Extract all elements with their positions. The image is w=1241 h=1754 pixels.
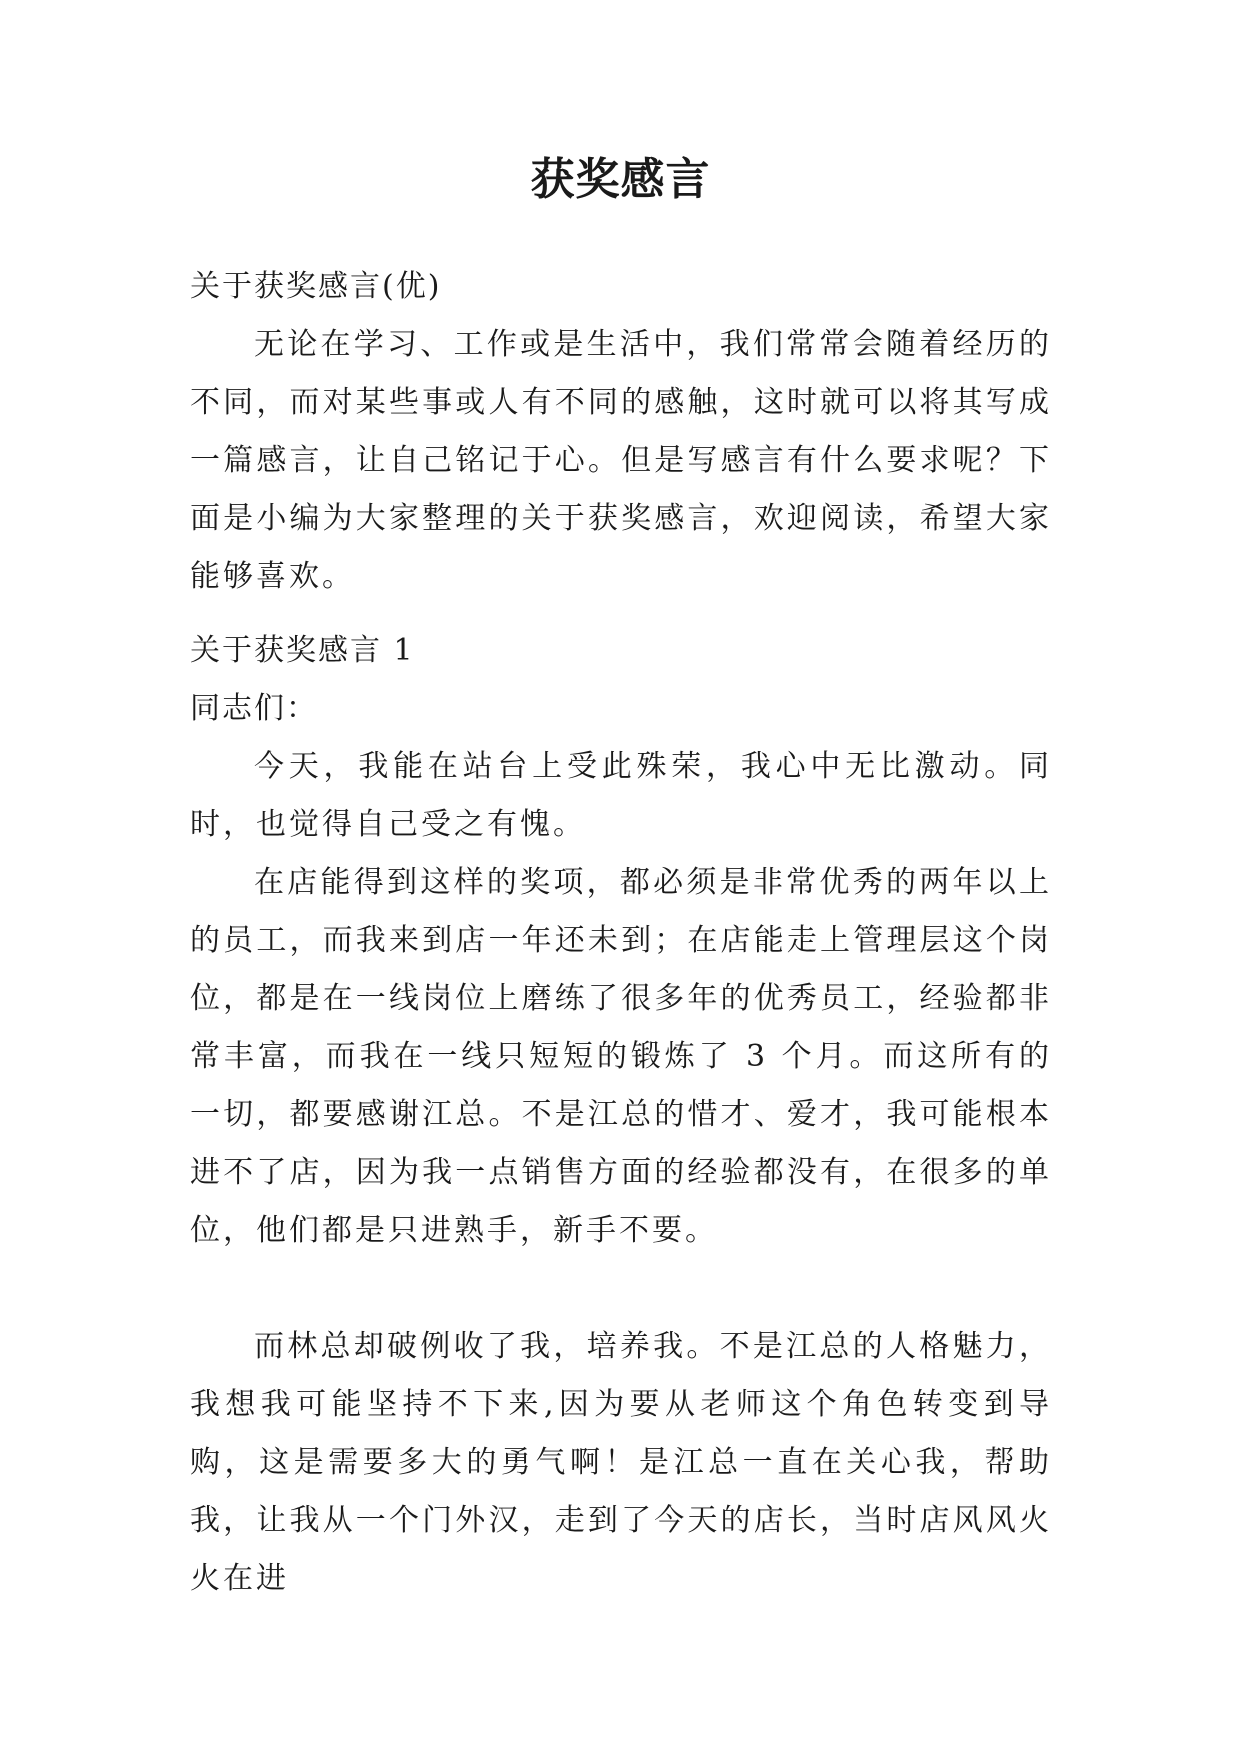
body-paragraph-3: 而林总却破例收了我，培养我。不是江总的人格魅力，我想我可能坚持不下来,因为要从老师这个角色转变到导购，这是需要多大的勇气啊！是江总一直在关心我，帮助我，让我从一个门外汉，走到了今天的店长，当时店风风火火在进 (190, 1329, 1052, 1596)
intro-paragraph: 无论在学习、工作或是生活中，我们常常会随着经历的不同，而对某些事或人有不同的感触，这时就可以将其写成一篇感言，让自己铭记于心。但是写感言有什么要求呢？下面是小编为大家整理的关于获奖感言，欢迎阅读，希望大家能够喜欢。 (190, 327, 1052, 594)
salutation: 同志们： (190, 691, 318, 726)
body-paragraph-1: 今天，我能在站台上受此殊荣，我心中无比激动。同时，也觉得自己受之有愧。 (190, 749, 1052, 842)
document-subtitle: 关于获奖感言(优) (190, 269, 442, 304)
section-heading: 关于获奖感言 1 (190, 633, 415, 668)
body-paragraph-2: 在店能得到这样的奖项，都必须是非常优秀的两年以上的员工，而我来到店一年还未到；在店能走上管理层这个岗位，都是在一线岗位上磨练了很多年的优秀员工，经验都非常丰富，而我在一线只短短的锻炼了 3 个月。而这所有的一切，都要感谢江总。不是江总的惜才、爱才，我可能根本进不了店，因为我一点销售方面的经验都没有，在很多的单位，他们都是只进熟手，新手不要。 (190, 865, 1052, 1248)
document-title: 获奖感言 (530, 154, 711, 205)
